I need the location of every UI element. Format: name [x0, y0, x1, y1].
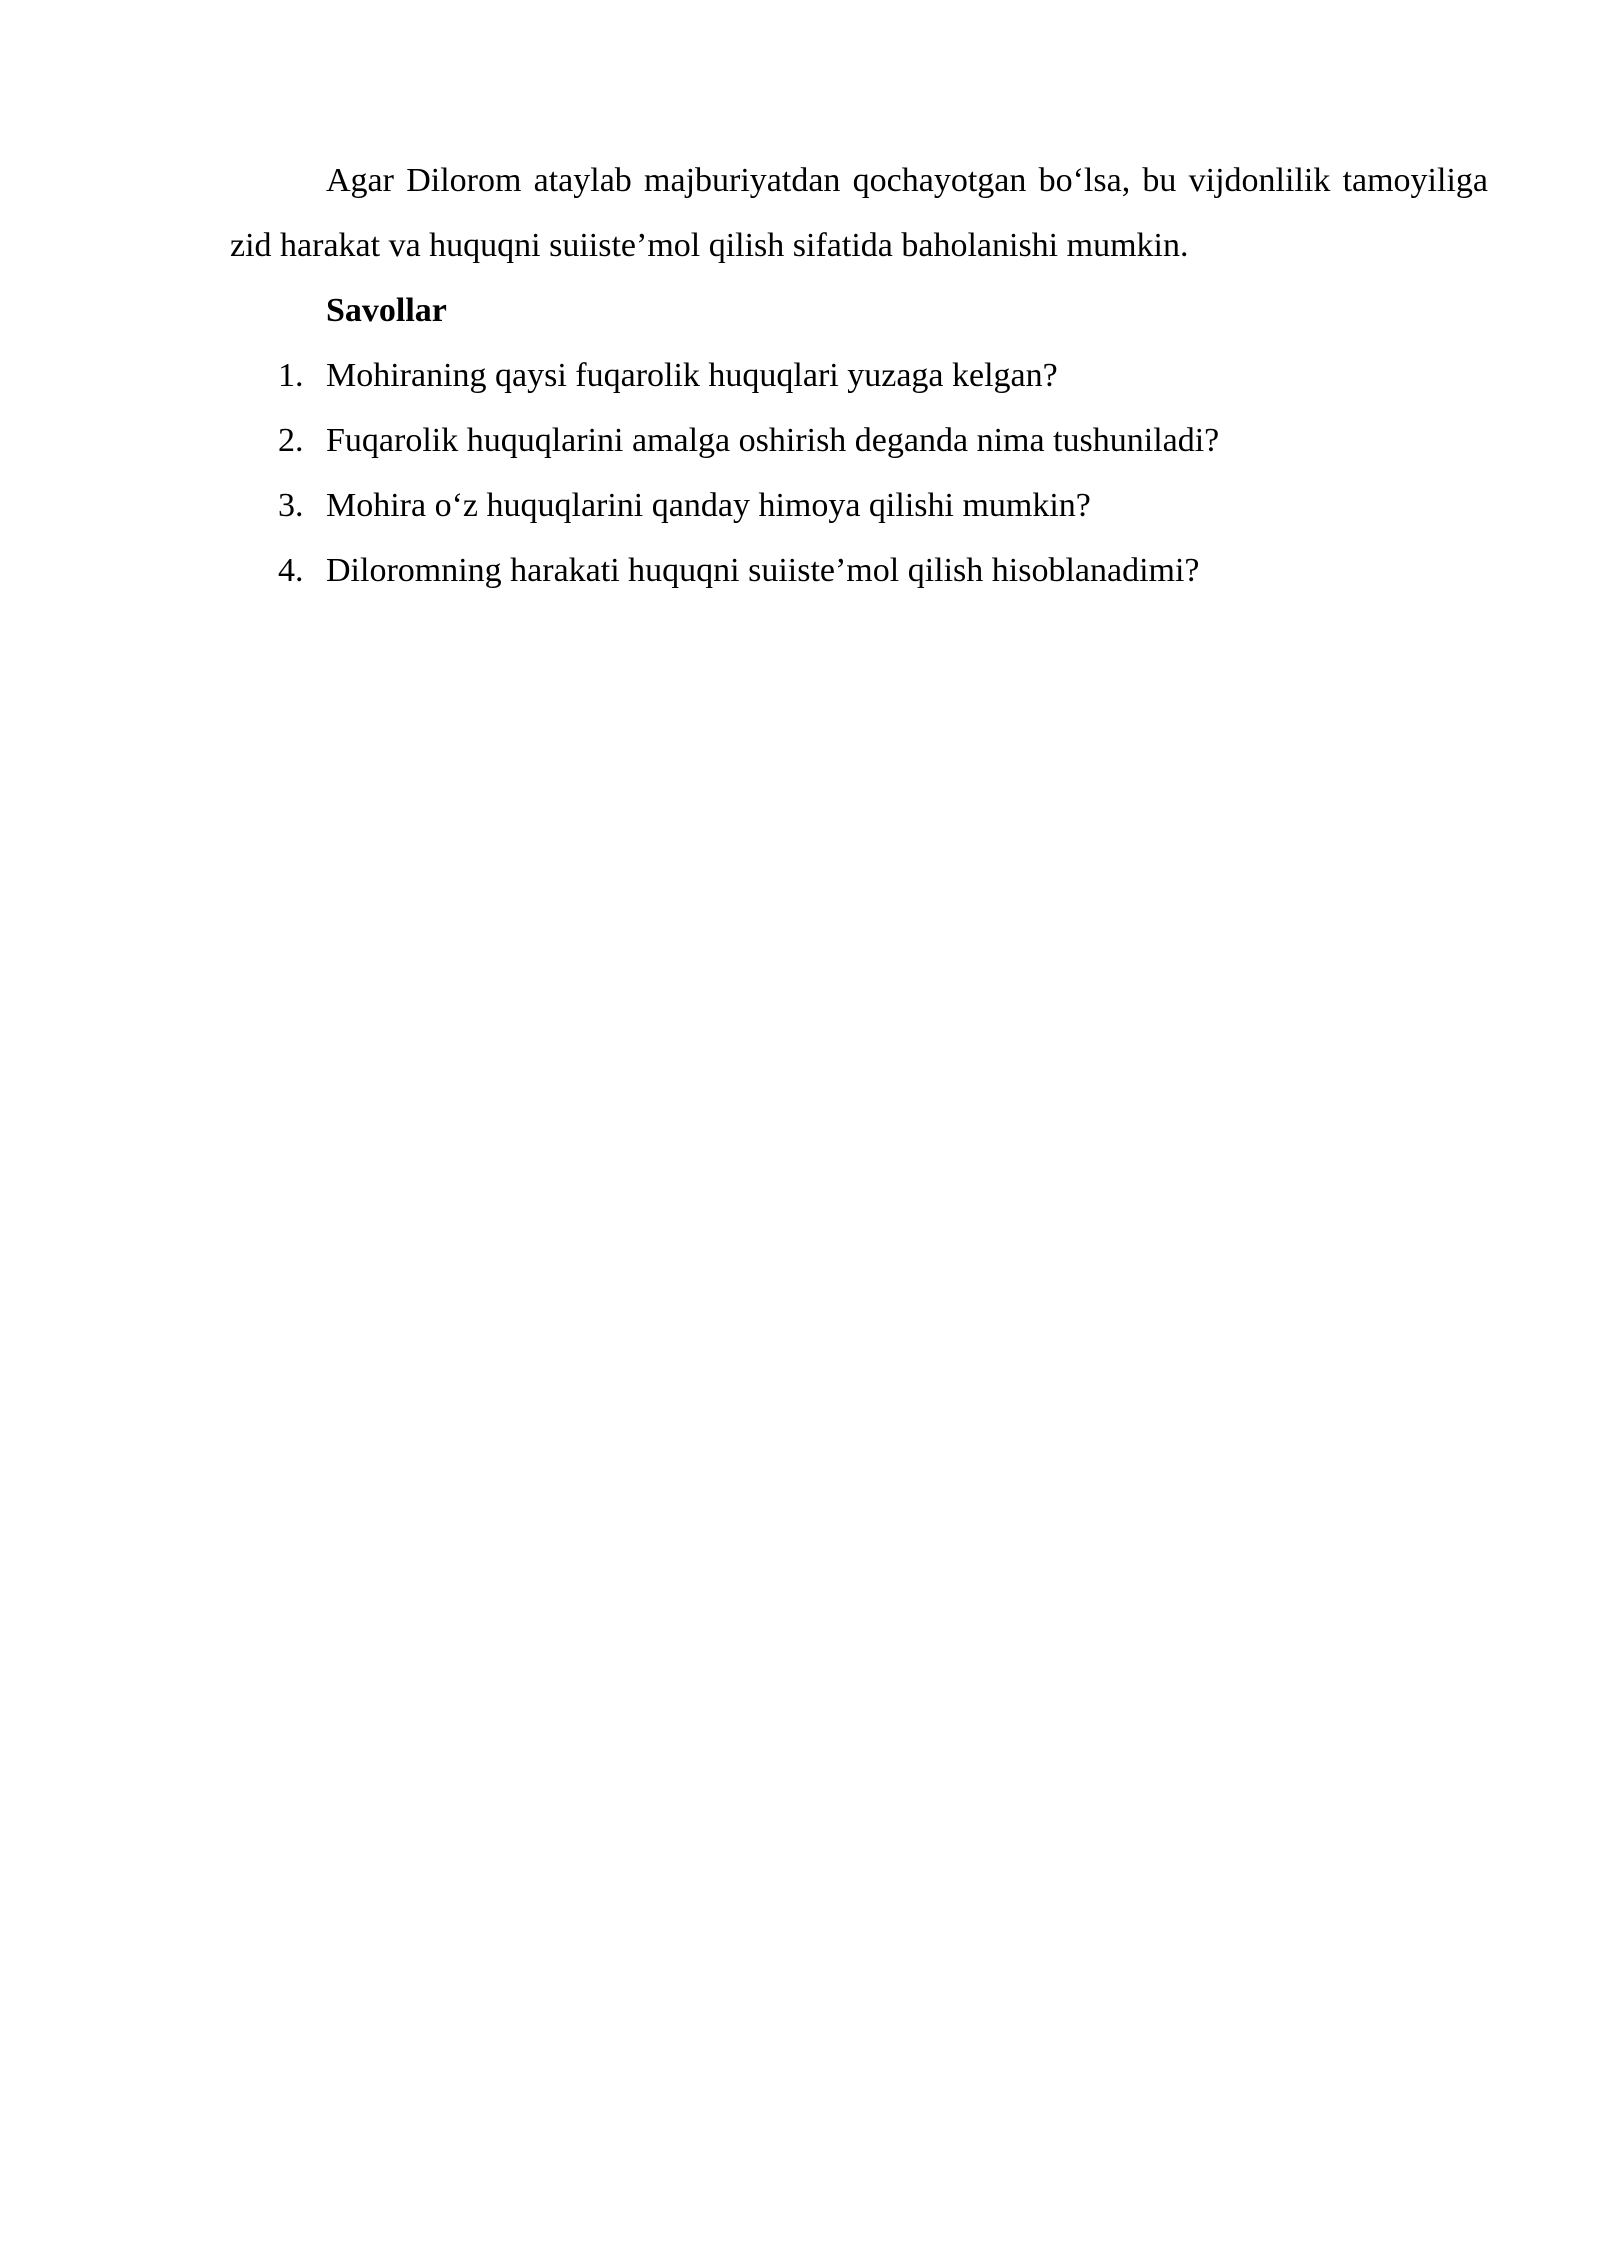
- list-item-text: Mohiraning qaysi fuqarolik huquqlari yuzaga kelgan?: [326, 357, 1058, 394]
- body-paragraph: Agar Dilorom ataylab majburiyatdan qochayotgan bo‘lsa, bu vijdonlilik tamoyiliga zid harakat va huquqni suiiste’mol qilish sifatida baholanishi mumkin.: [230, 162, 1488, 264]
- list-item-number: 3.: [278, 487, 304, 524]
- list-item-text: Fuqarolik huquqlarini amalga oshirish deganda nima tushuniladi?: [326, 422, 1220, 459]
- list-item-text: Mohira o‘z huquqlarini qanday himoya qilishi mumkin?: [326, 487, 1091, 524]
- document-body: [230, 148, 1488, 603]
- list-item: [230, 473, 1488, 538]
- questions-list: [230, 343, 1488, 603]
- list-item: [230, 538, 1488, 603]
- list-item-number: 2.: [278, 422, 304, 459]
- list-item-number: 4.: [278, 552, 304, 589]
- list-item: [230, 408, 1488, 473]
- list-item-text: Diloromning harakati huquqni suiiste’mol qilish hisoblanadimi?: [326, 552, 1200, 589]
- section-heading: Savollar: [326, 292, 447, 329]
- list-item: [230, 343, 1488, 408]
- list-item-number: 1.: [278, 357, 304, 394]
